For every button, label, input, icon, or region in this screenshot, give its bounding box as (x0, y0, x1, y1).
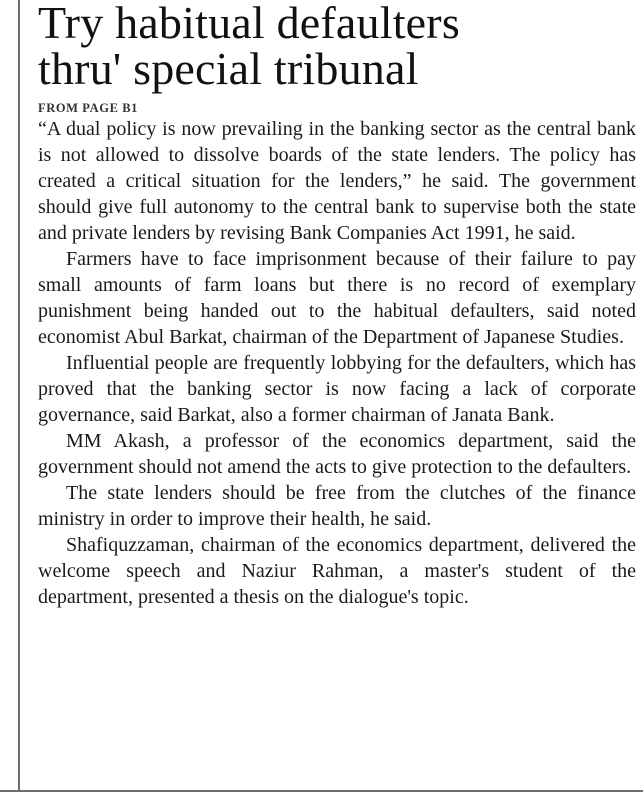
paragraph-3: Influential people are frequently lobbying for the defaulters, which has proved that the banking sector is now facing a lack of corporate governance, said Barkat, also a former chairman of Janata Bank. (38, 352, 636, 426)
article (38, 0, 636, 610)
paragraph-4: MM Akash, a professor of the economics department, said the government should not amend the acts to give protection to the defaulters. (38, 430, 636, 478)
headline (38, 0, 636, 92)
paragraph-5: The state lenders should be free from the clutches of the finance ministry in order to improve their health, he said. (38, 482, 636, 530)
article-body (38, 116, 636, 610)
paragraph-6: Shafiquzzaman, chairman of the economics departmen​t, delivered the welcome speech and Naziur Rahman, a master's student of the department, presented a thesis on the dialogue's topic. (38, 534, 636, 608)
headline-line-2: thru' special tribunal (38, 43, 419, 94)
column-rule-bottom (0, 790, 643, 792)
column-rule-left (18, 0, 20, 792)
headline-line-1: Try habitual defaulters (38, 0, 460, 48)
paragraph-2: Farmers have to face imprisonment because of their failure to pay small amounts of farm loans but there is no record of exemplary punishment being handed out to the habitual defaulters, said noted economist Abul Barkat, chairman of the Department of Japanese Studies. (38, 248, 636, 348)
paragraph-1: “A dual policy is now prevailing in the banking sector as the central bank is not allowed to dissolve boards of the state lenders. The policy has created a critical situation for the lenders,” he said. The government should give full autonomy to the central bank to supervise both the state and private lenders by revising Bank Companies Act 1991, he said. (38, 118, 636, 244)
continued-from-label: FROM PAGE B1 (38, 101, 139, 115)
